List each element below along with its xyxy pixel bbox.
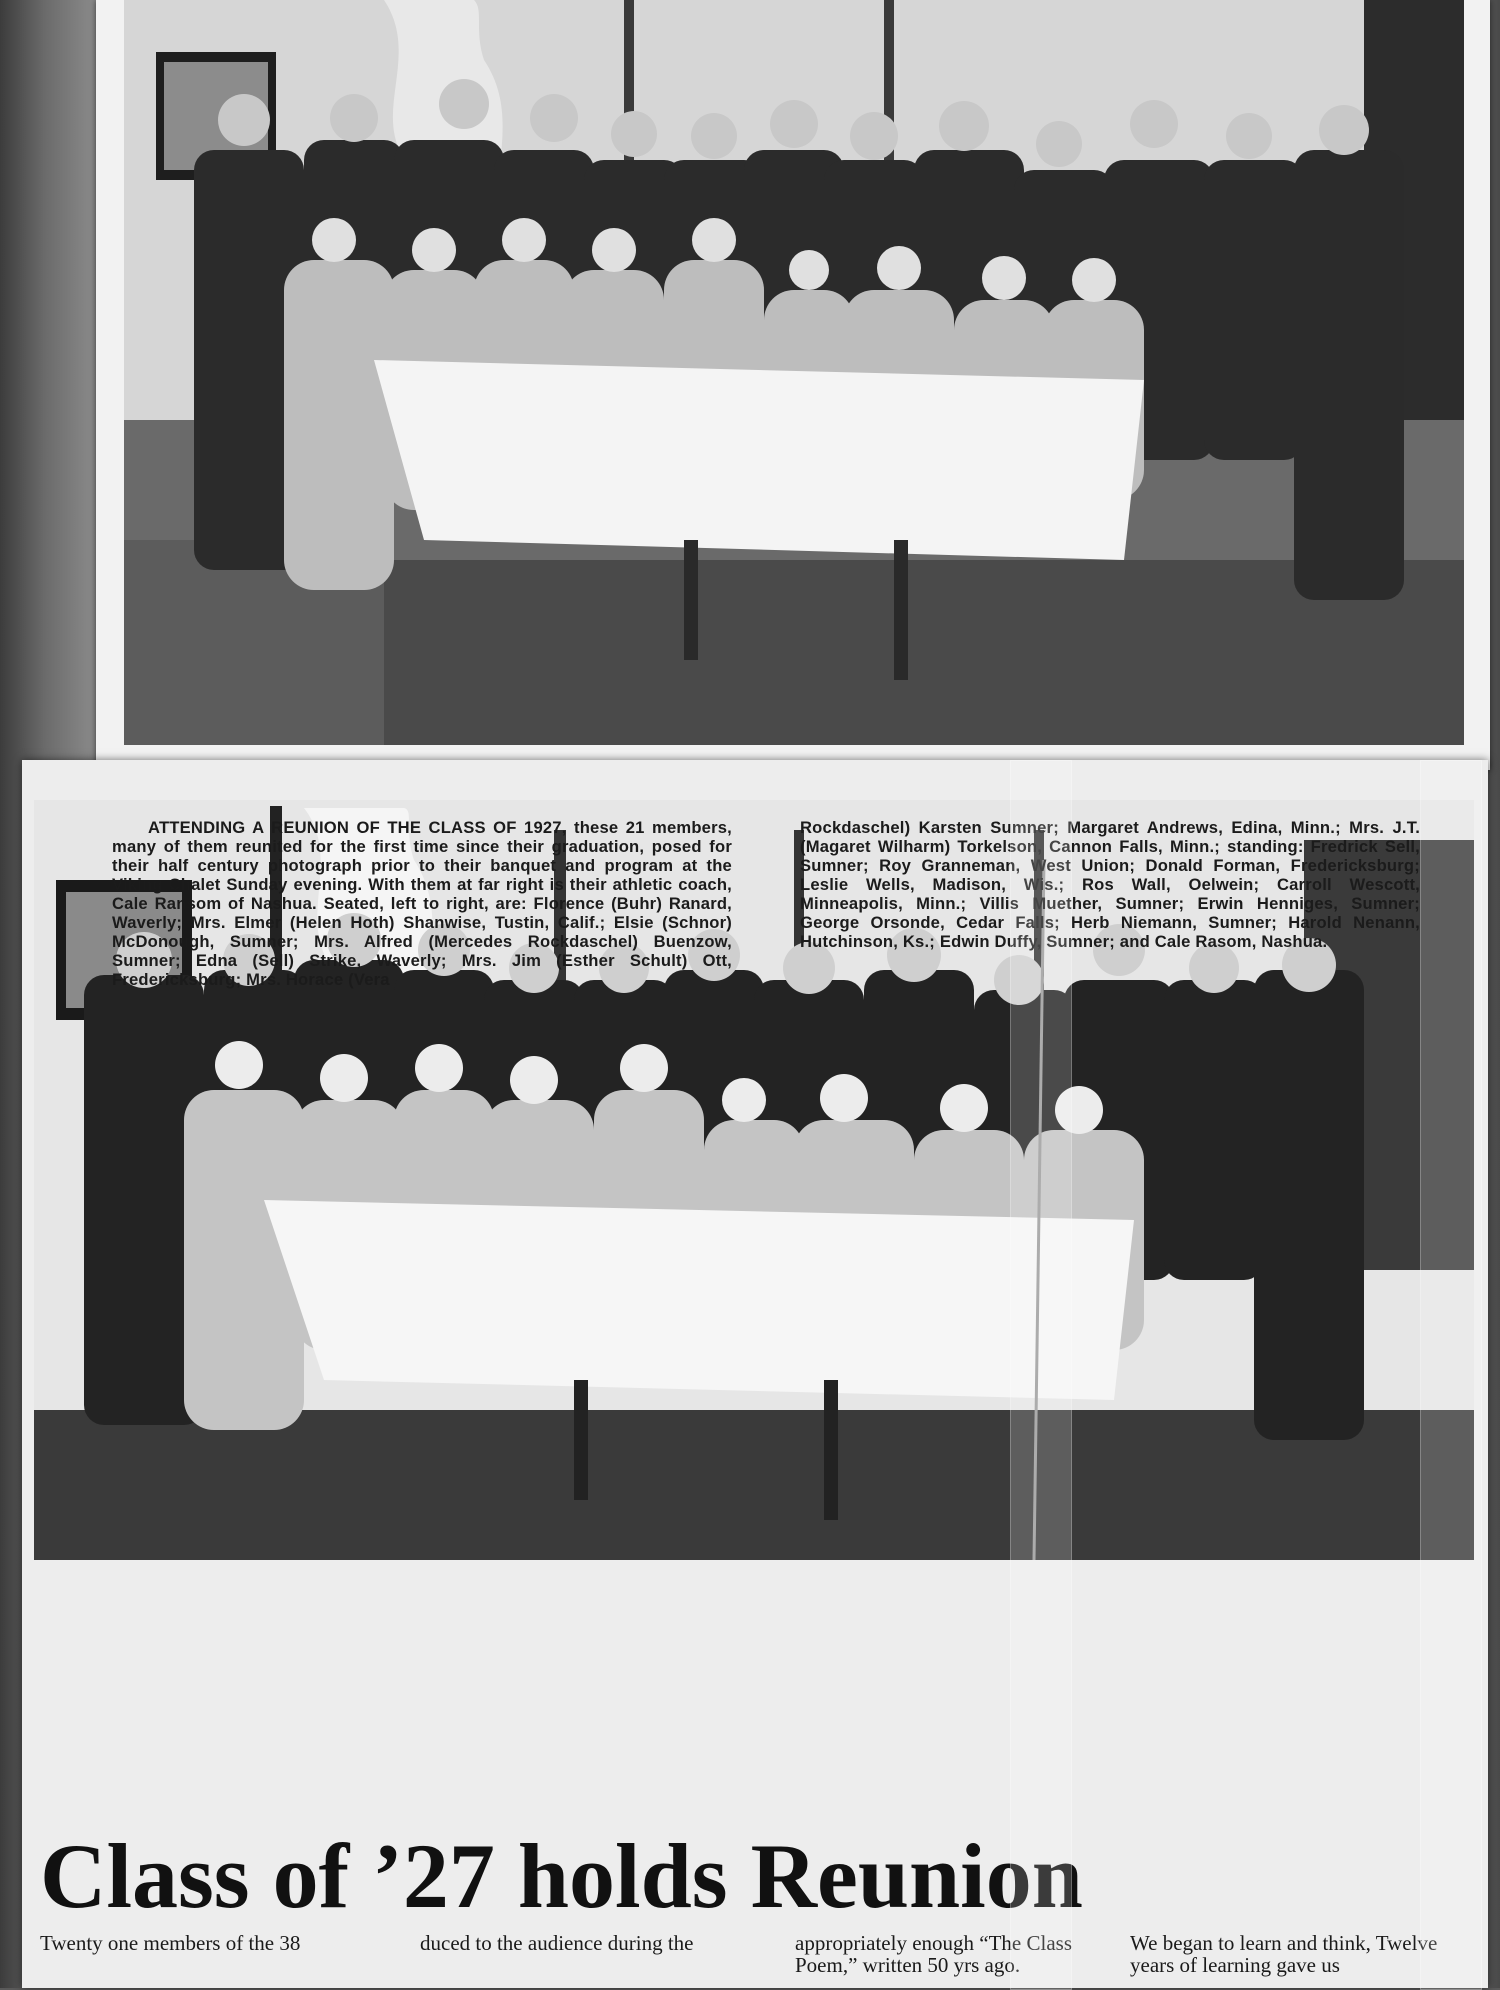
top-reunion-photo [124,0,1464,745]
clipping-tear-line [1010,760,1072,1990]
article-body-column-3: appropriately enough “The Class Poem,” written 50 yrs ago. [795,1931,1072,1977]
article-body-column-2: duced to the audience during the [420,1931,694,1955]
article-body-column-1: Twenty one members of the 38 [40,1931,301,1955]
top-photo-scene [124,0,1464,745]
article-body-column-4: We began to learn and think, Twelve years of learning gave us [1130,1931,1438,1977]
top-photo-card [96,0,1490,770]
caption-column-right: Rockdaschel) Karsten Sumner; Margaret Andrews, Edina, Minn.; Mrs. J.T. (Magaret Wilharm) Torkelson, Cannon Falls, Minn.; standing: Fredrick Sell, Sumner; Roy Granneman, West Union; Donald Forman, Fredericksburg; Leslie Wells, Madison, Wis.; Ros Wall, Oelwein; Carroll Wescott, Minneapolis, Minn.; Villis Muether, Sumner; Erwin Henniges, Sumner; George Orsonde, Cedar Falls; Herb Niemann, Sumner; Harold Nenann, Hutchinson, Ks.; Edwin Duffy, Sumner; and Cale Rasom, Nashua. [800,818,1420,951]
plastic-sleeve-edge [1420,760,1482,1990]
headline: Class of ’27 holds Reunion [40,1825,1083,1927]
caption-column-left: ATTENDING A REUNION OF THE CLASS OF 1927, these 21 members, many of them reunited for the first time since their graduation, posed for their half century photograph prior to their banquet and program at the Viking Chalet Sunday evening. With them at far right is their athletic coach, Cale Ransom of Nashua. Seated, left to right, are: Florence (Buhr) Ranard, Waverly; Mrs. Elmer (Helen Hoth) Shanwise, Tustin, Calif.; Elsie (Schnor) McDonough, Sumner; Mrs. Alfred (Mercedes Rockdaschel) Buenzow, Sumner; Edna (Sell) Strike, Waverly; Mrs. Jim (Esther Schult) Ott, Fredericksburg; Mrs. Horace (Vera [112,818,732,989]
